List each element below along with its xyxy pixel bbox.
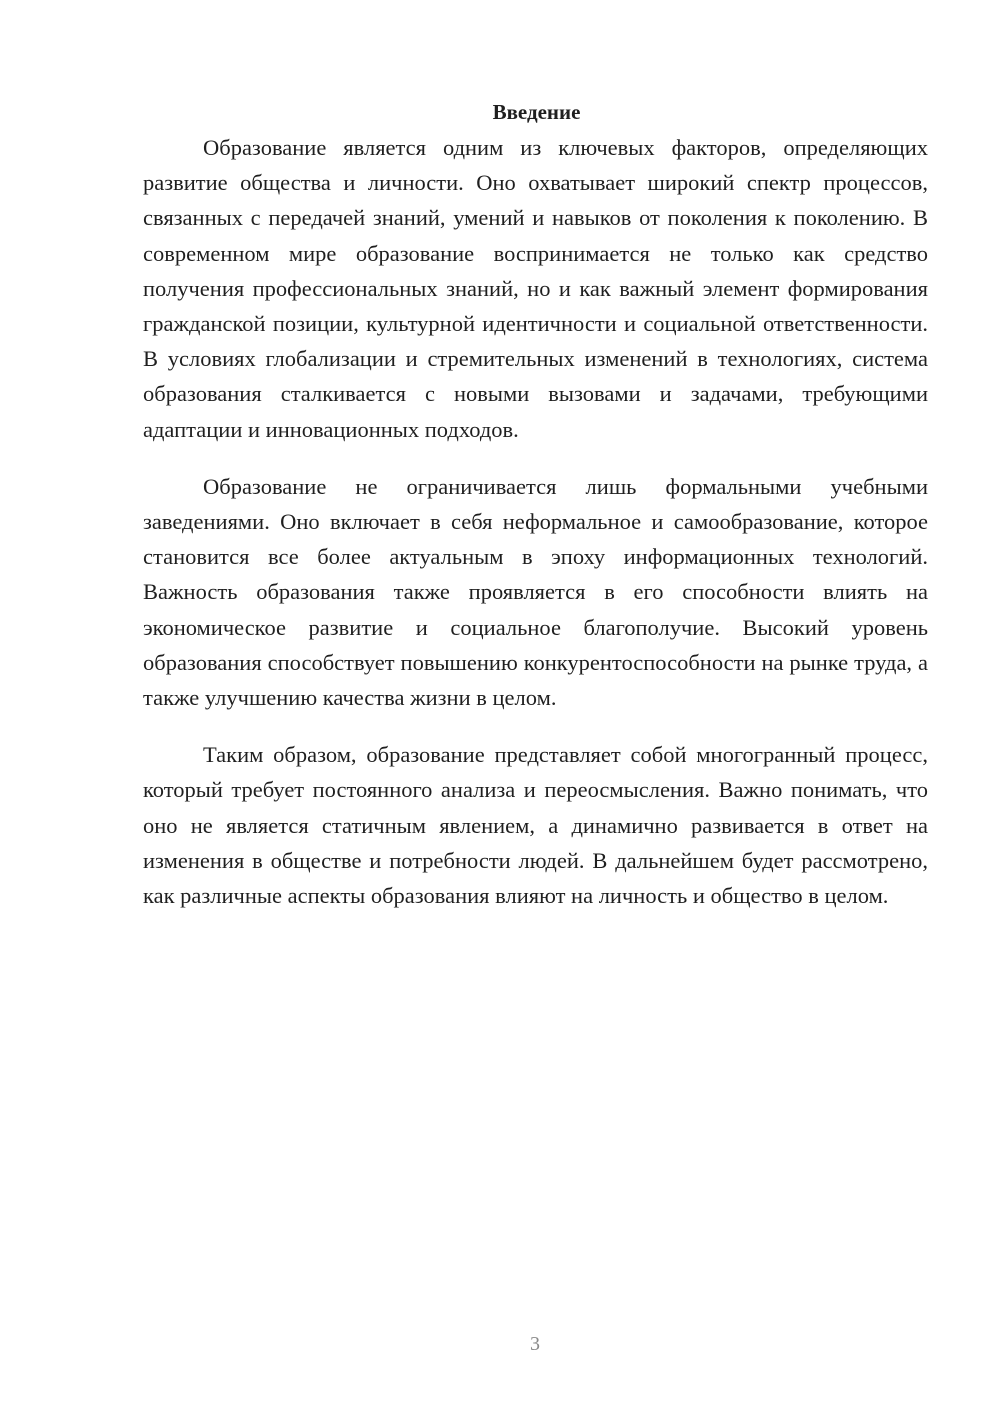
paragraph-3: Таким образом, образование представляет собой многогранный процесс, который требует постоянного анализа и переосмысления. Важно понимать, что оно не является статичным явлением, а динамично развивается в ответ на изменения в обществе и потребности людей. В дальнейшем будет рассмотрено, как различные аспекты образования влияют на личность и общество в целом. bbox=[143, 742, 928, 909]
page-content bbox=[143, 95, 928, 913]
page-number: 3 bbox=[530, 1333, 540, 1355]
paragraph-2: Образование не ограничивается лишь формальными учебными заведениями. Оно включает в себя неформальное и самообразование, которое становится все более актуальным в эпоху информационных технологий. Важность образования также проявляется в его способности влиять на экономическое развитие и социальное благополучие. Высокий уровень образования способствует повышению конкурентоспособности на рынке труда, а также улучшению качества жизни в целом. bbox=[143, 473, 928, 711]
section-heading: Введение bbox=[492, 100, 581, 124]
paragraph-1: Образование является одним из ключевых факторов, определяющих развитие общества и личности. Оно охватывает широкий спектр процессов, связанных с передачей знаний, умений и навыков от поколения к поколению. В современном мире образование воспринимается не только как средство получения профессиональных знаний, но и как важный элемент формирования гражданской позиции, культурной идентичности и социальной ответственности. В условиях глобализации и стремительных изменений в технологиях, система образования сталкивается с новыми вызовами и задачами, требующими адаптации и инновационных подходов. bbox=[143, 135, 928, 442]
